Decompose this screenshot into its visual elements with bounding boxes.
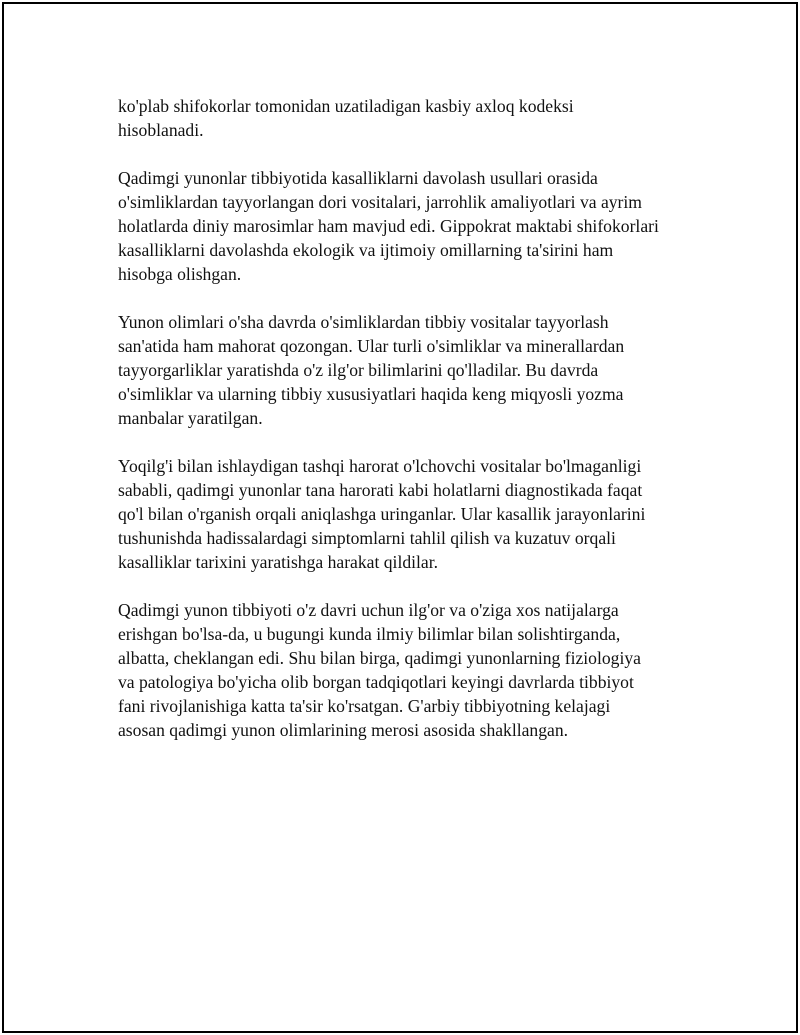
text-line: tayyorgarliklar yaratishda o'z ilg'or bilimlarini qo'lladilar. Bu davrda (118, 360, 599, 380)
text-line: holatlarda diniy marosimlar ham mavjud edi. Gippokrat maktabi shifokorlari (118, 216, 659, 236)
text-line: hisobga olishgan. (118, 264, 242, 284)
document-body (118, 94, 693, 766)
text-line: Qadimgi yunonlar tibbiyotida kasalliklarni davolash usullari orasida (118, 168, 598, 188)
text-line: fani rivojlanishiga katta ta'sir ko'rsatgan. G'arbiy tibbiyotning kelajagi (118, 696, 611, 716)
text-line: sababli, qadimgi yunonlar tana harorati kabi holatlarni diagnostikada faqat (118, 480, 643, 500)
text-line: qo'l bilan o'rganish orqali aniqlashga uringanlar. Ular kasallik jarayonlarini (118, 504, 646, 524)
text-line: san'atida ham mahorat qozongan. Ular turli o'simliklar va minerallardan (118, 336, 625, 356)
text-line: Qadimgi yunon tibbiyoti o'z davri uchun ilg'or va o'ziga xos natijalarga (118, 600, 619, 620)
text-line: manbalar yaratilgan. (118, 408, 263, 428)
text-line: va patologiya bo'yicha olib borgan tadqiqotlari keyingi davrlarda tibbiyot (118, 672, 634, 692)
text-line: erishgan bo'lsa-da, u bugungi kunda ilmiy bilimlar bilan solishtirganda, (118, 624, 621, 644)
text-line: o'simliklar va ularning tibbiy xususiyatlari haqida keng miqyosli yozma (118, 384, 624, 404)
text-line: ko'plab shifokorlar tomonidan uzatiladigan kasbiy axloq kodeksi (118, 96, 574, 116)
text-line: hisoblanadi. (118, 120, 204, 140)
text-line: Yoqilg'i bilan ishlaydigan tashqi harorat o'lchovchi vositalar bo'lmaganligi (118, 456, 642, 476)
text-line: tushunishda hadissalardagi simptomlarni tahlil qilish va kuzatuv orqali (118, 528, 616, 548)
text-line: kasalliklarni davolashda ekologik va ijtimoiy omillarning ta'sirini ham (118, 240, 614, 260)
text-line: albatta, cheklangan edi. Shu bilan birga, qadimgi yunonlarning fiziologiya (118, 648, 641, 668)
paragraph-5 (118, 598, 693, 742)
paragraph-3 (118, 310, 693, 430)
text-line: o'simliklardan tayyorlangan dori vositalari, jarrohlik amaliyotlari va ayrim (118, 192, 642, 212)
paragraph-2 (118, 166, 693, 286)
text-line: asosan qadimgi yunon olimlarining merosi asosida shakllangan. (118, 720, 569, 740)
text-line: kasalliklar tarixini yaratishga harakat qildilar. (118, 552, 438, 572)
paragraph-1 (118, 94, 693, 142)
text-line: Yunon olimlari o'sha davrda o'simliklardan tibbiy vositalar tayyorlash (118, 312, 609, 332)
paragraph-4 (118, 454, 693, 574)
